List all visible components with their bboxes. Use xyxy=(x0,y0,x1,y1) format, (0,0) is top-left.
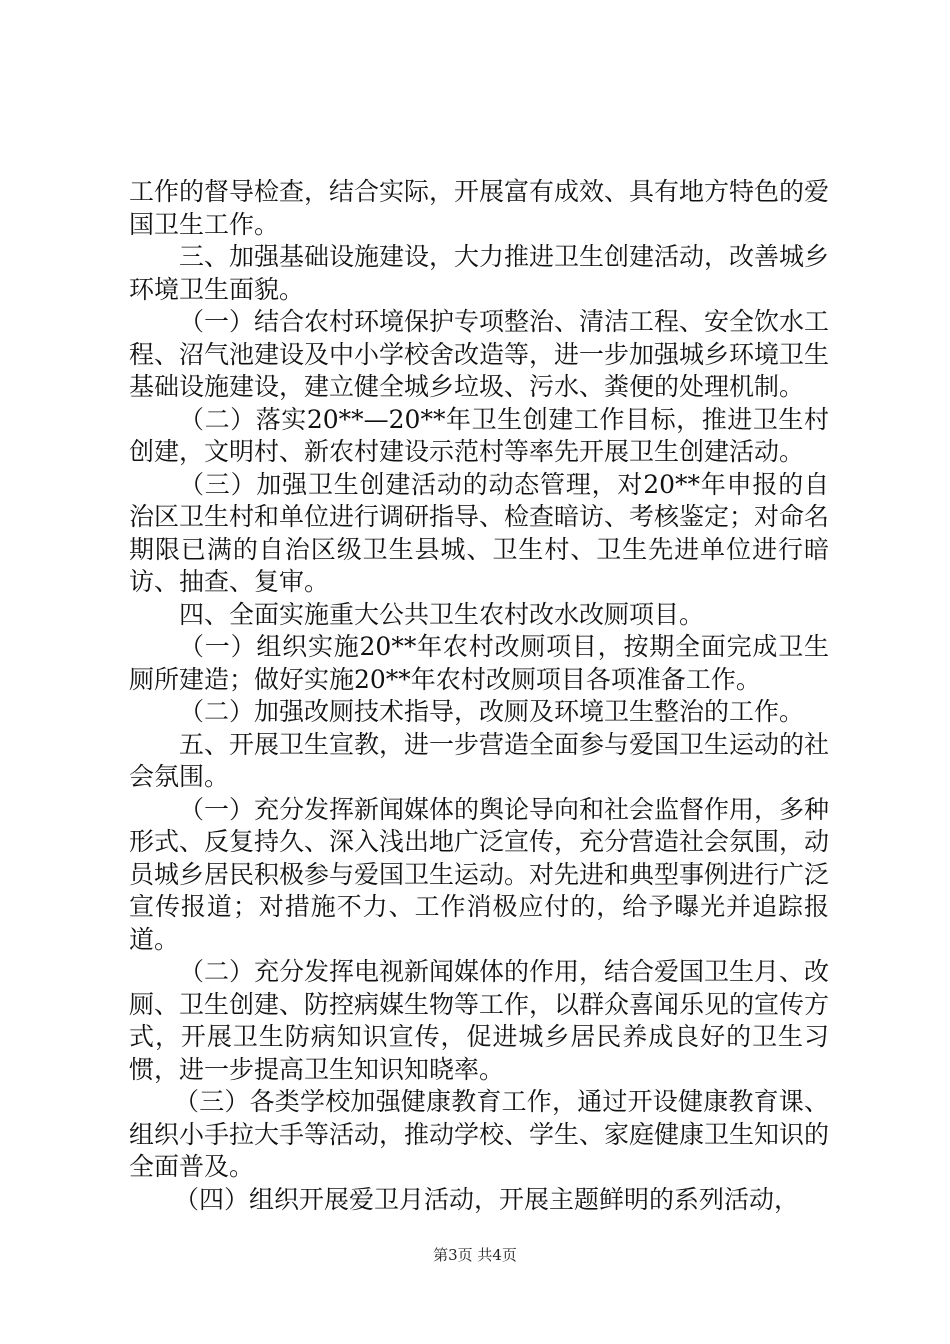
page-footer: 第3页 共4页 xyxy=(433,1246,517,1264)
section-heading-5: 五、开展卫生宣教，进一步营造全面参与爱国卫生运动的社会氛围。 xyxy=(129,729,830,791)
paragraph-3-1: （一）结合农村环境保护专项整治、清洁工程、安全饮水工程、沼气池建设及中小学校舍改造等，进一步加强城乡环境卫生基础设施建设，建立健全城乡垃圾、污水、粪便的处理机制。 xyxy=(129,307,830,401)
paragraph-5-2: （二）充分发挥电视新闻媒体的作用，结合爱国卫生月、改厕、卫生创建、防控病媒生物等工作，以群众喜闻乐见的宣传方式，开展卫生防病知识宣传，促进城乡居民养成良好的卫生习惯，进一步提高卫生知识知晓率。 xyxy=(129,957,830,1084)
section-heading-4: 四、全面实施重大公共卫生农村改水改厕项目。 xyxy=(179,599,705,629)
paragraph-5-3: （三）各类学校加强健康教育工作，通过开设健康教育课、组织小手拉大手等活动，推动学校、学生、家庭健康卫生知识的全面普及。 xyxy=(129,1087,830,1181)
paragraph-continuation: 工作的督导检查，结合实际，开展富有成效、具有地方特色的爱国卫生工作。 xyxy=(129,177,830,239)
paragraph-5-4: （四）组织开展爱卫月活动，开展主题鲜明的系列活动， xyxy=(174,1184,800,1214)
section-heading-3: 三、加强基础设施建设，大力推进卫生创建活动，改善城乡环境卫生面貌。 xyxy=(129,242,830,304)
paragraph-3-2: （二）落实20**—20**年卫生创建工作目标，推进卫生村创建，文明村、新农村建设示范村等率先开展卫生创建活动。 xyxy=(129,404,829,466)
paragraph-5-1: （一）充分发挥新闻媒体的舆论导向和社会监督作用，多种形式、反复持久、深入浅出地广泛宣传，充分营造社会氛围，动员城乡居民积极参与爱国卫生运动。对先进和典型事例进行广泛宣传报道；对措施不力、工作消极应付的，给予曝光并追踪报道。 xyxy=(129,794,830,954)
paragraph-3-3: （三）加强卫生创建活动的动态管理，对20**年申报的自治区卫生村和单位进行调研指导、检查暗访、考核鉴定；对命名期限已满的自治区级卫生县城、卫生村、卫生先进单位进行暗访、抽查、复审。 xyxy=(129,469,830,596)
paragraph-4-2: （二）加强改厕技术指导，改厕及环境卫生整治的工作。 xyxy=(179,697,805,726)
paragraph-4-1: （一）组织实施20**年农村改厕项目，按期全面完成卫生厕所建造；做好实施20**年农村改厕项目各项准备工作。 xyxy=(129,632,829,694)
document-body xyxy=(129,176,829,1216)
